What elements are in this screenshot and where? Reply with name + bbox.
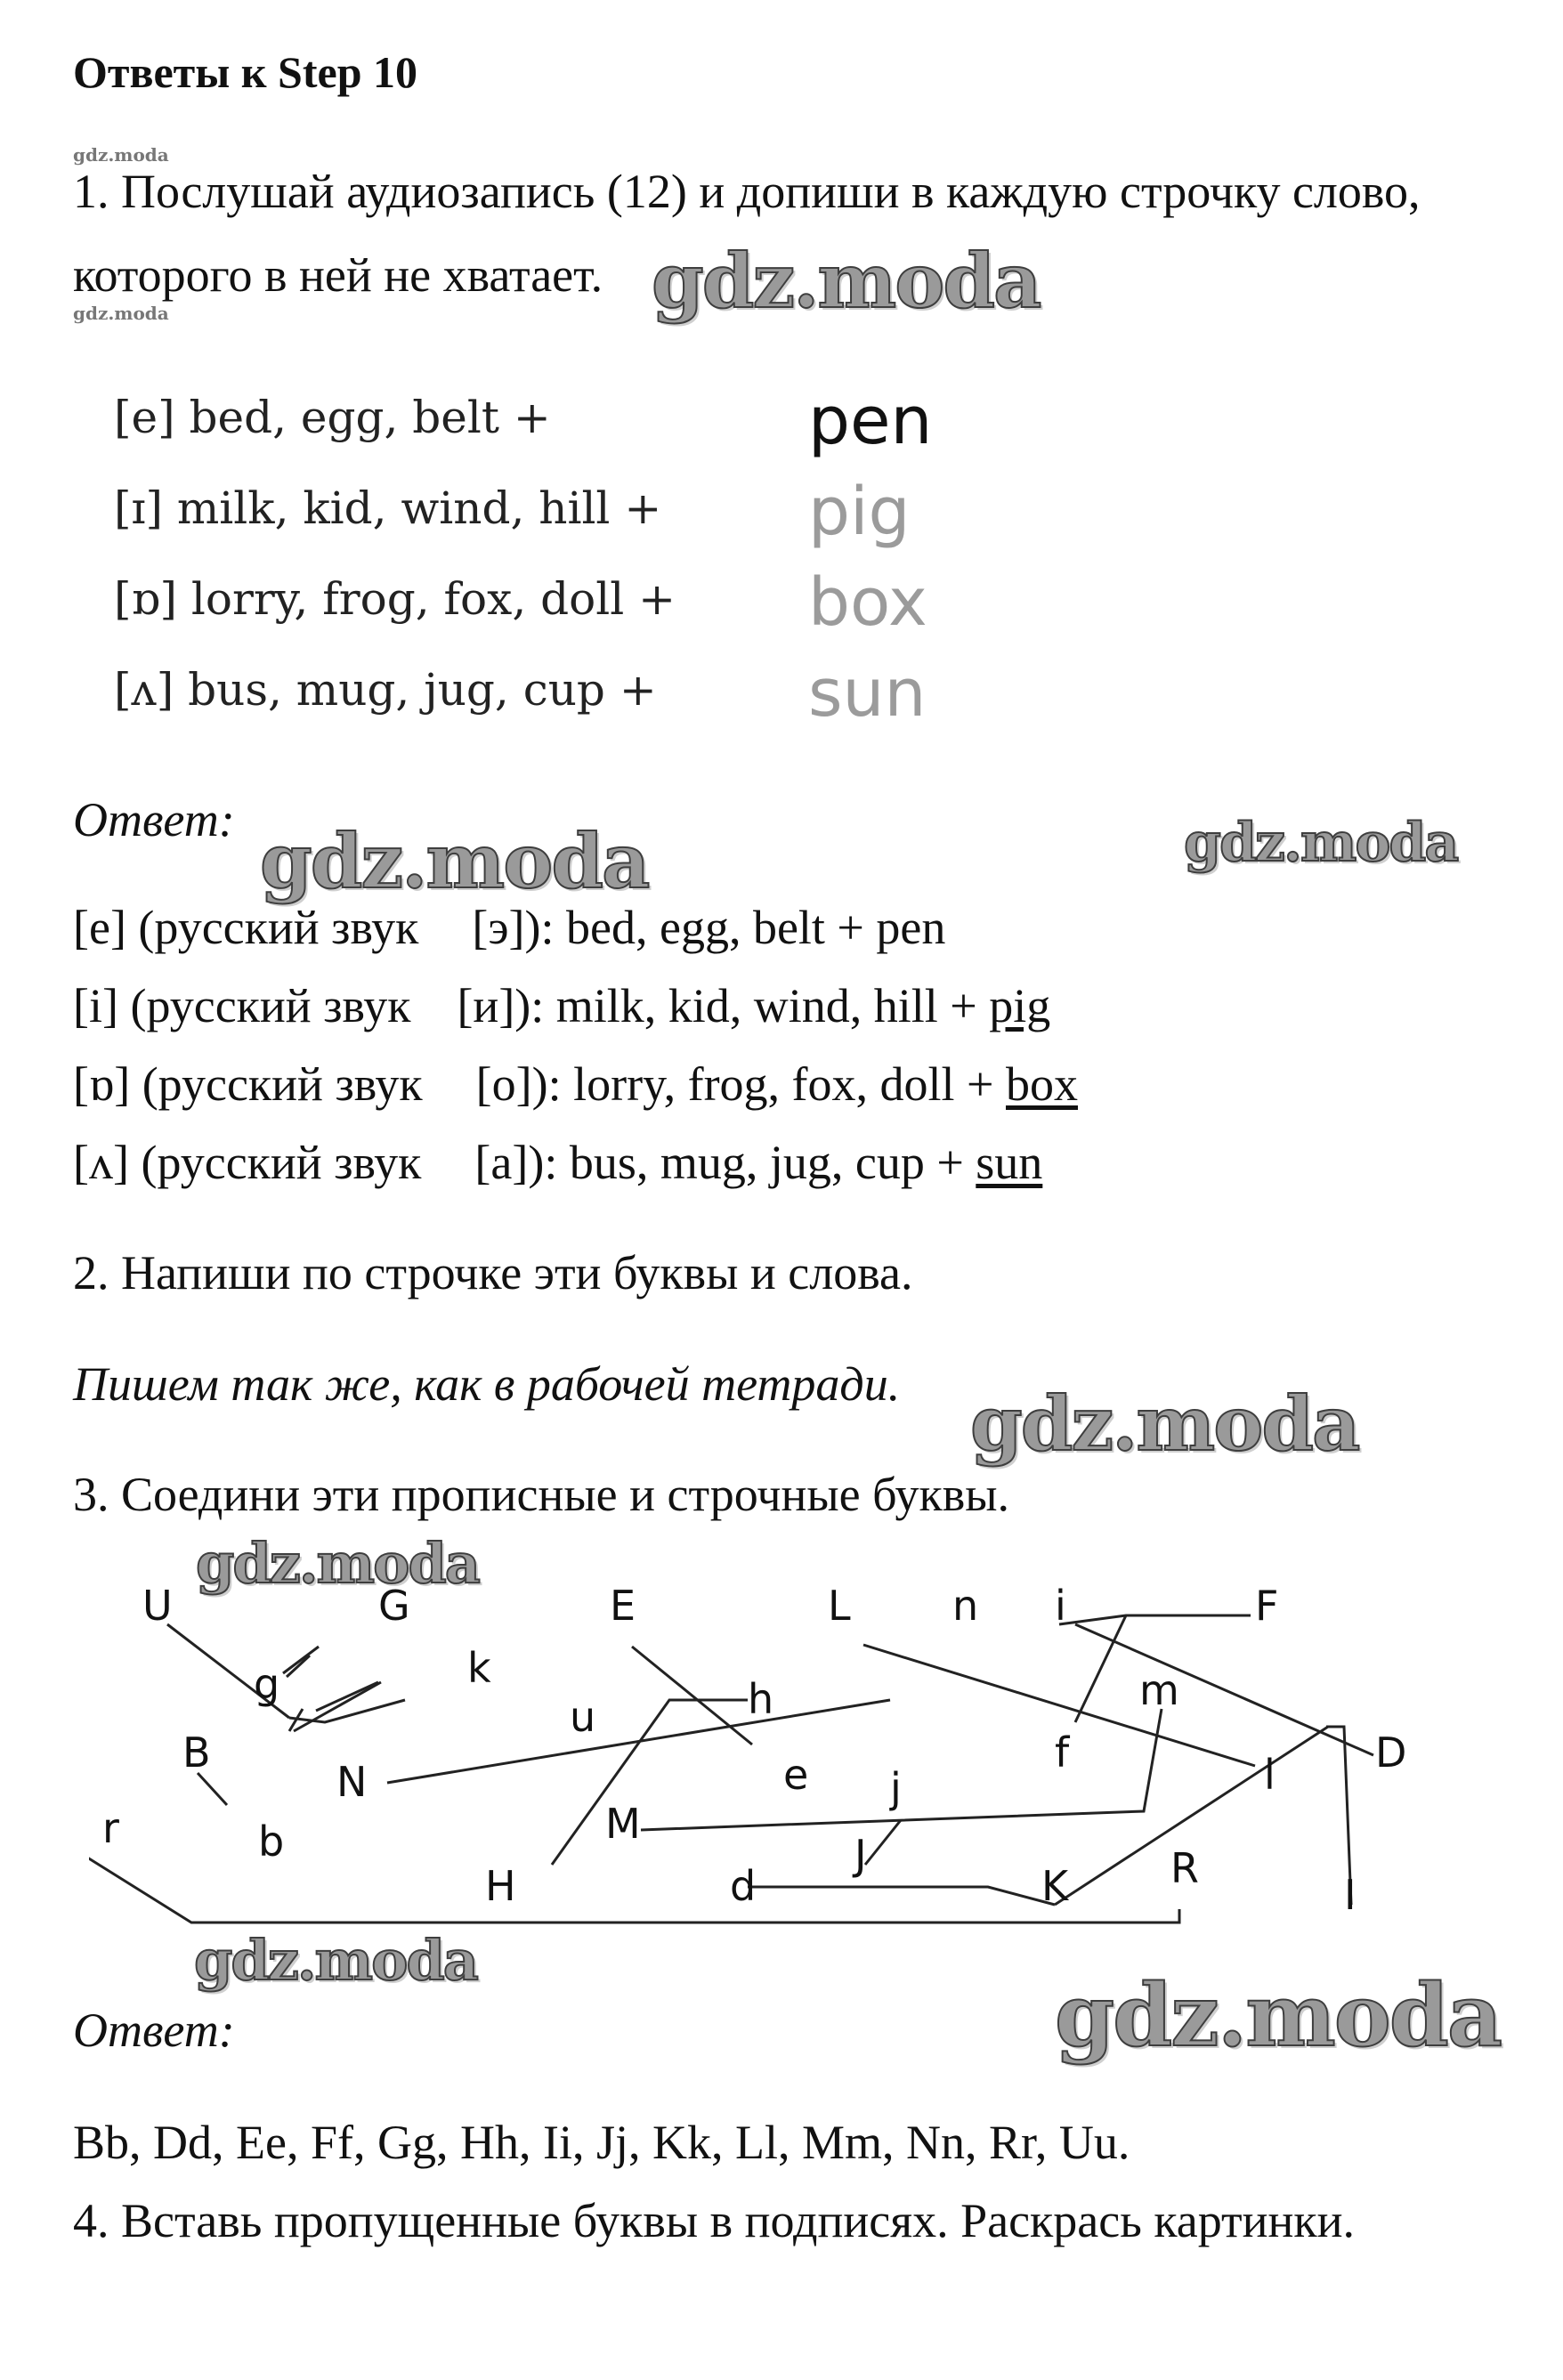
watermark-small: gdz.moda xyxy=(73,303,169,324)
letter-r: r xyxy=(102,1804,119,1852)
answer-row-prefix: [ʌ] (русский звук xyxy=(73,1136,422,1189)
task3-answer: Bb, Dd, Ee, Ff, Gg, Hh, Ii, Jj, Kk, Ll, Mm, Nn, Rr, Uu. xyxy=(73,2116,1130,2169)
scan-answer-pig: pig xyxy=(808,474,911,550)
connector-line xyxy=(289,1700,405,1722)
letter-N: N xyxy=(336,1758,368,1806)
letter-E: E xyxy=(610,1582,636,1630)
watermark-small: gdz.moda xyxy=(73,144,169,166)
scan-row-3: [ɒ] lorry, frog, fox, doll + xyxy=(114,573,676,625)
letter-g: g xyxy=(254,1660,280,1708)
letter-I: I xyxy=(1344,1871,1356,1919)
connector-line xyxy=(283,1647,319,1673)
answer-row-sound: [a]): bus, mug, jug, cup + xyxy=(474,1136,976,1189)
letter-i: i xyxy=(1055,1582,1066,1630)
task3-heading: 3. Соедини эти прописные и строчные буквы. xyxy=(73,1468,1010,1521)
letter-h: h xyxy=(748,1675,774,1723)
letter-U: U xyxy=(142,1582,173,1630)
connector-line xyxy=(294,1682,381,1731)
connector-line xyxy=(89,1856,1179,1923)
connector-line xyxy=(387,1700,890,1783)
scan-row-4: [ʌ] bus, mug, jug, cup + xyxy=(114,664,657,716)
letter-j: j xyxy=(890,1764,902,1812)
connector-line xyxy=(1075,1615,1126,1722)
letter-l: l xyxy=(1264,1751,1276,1799)
answer-row-sound: [o]): lorry, frog, fox, doll + xyxy=(475,1057,1006,1111)
scan-answer-pen: pen xyxy=(808,383,933,459)
watermark: gdz.moda xyxy=(652,237,1041,325)
connector-line xyxy=(1059,1615,1251,1624)
letter-m: m xyxy=(1139,1666,1179,1714)
answer-row-sound: [э]): bed, egg, belt + xyxy=(472,901,877,954)
watermark: gdz.moda xyxy=(1184,812,1458,874)
answer-row-word: pen xyxy=(876,901,946,954)
letter-K: K xyxy=(1041,1862,1069,1910)
watermark: gdz.moda xyxy=(1055,1965,1502,2066)
answer-row-word: pig xyxy=(989,979,1051,1032)
answer-label: Ответ: xyxy=(73,2004,235,2057)
letter-H: H xyxy=(485,1862,516,1910)
letter-B: B xyxy=(182,1728,211,1777)
letter-D: D xyxy=(1375,1728,1407,1777)
letter-L: L xyxy=(828,1582,851,1630)
page-title: Ответы к Step 10 xyxy=(73,47,418,97)
letter-M: M xyxy=(605,1800,641,1848)
answer-row-word: sun xyxy=(976,1136,1043,1189)
watermark: gdz.moda xyxy=(970,1380,1359,1468)
answer-row-1 xyxy=(73,901,946,954)
answer-row-3 xyxy=(73,1057,1078,1111)
connector-line xyxy=(748,1887,1055,1905)
answer-row-prefix: [i] (русский звук xyxy=(73,979,411,1032)
letter-u: u xyxy=(570,1693,596,1741)
connector-line xyxy=(1075,1624,1373,1755)
letter-k: k xyxy=(467,1644,491,1692)
answer-row-prefix: [e] (русский звук xyxy=(73,901,419,954)
answer-label: Ответ: xyxy=(73,793,235,846)
scan-row-1: [e] bed, egg, belt + xyxy=(114,392,551,443)
watermark: gdz.moda xyxy=(196,1531,479,1596)
letter-f: f xyxy=(1055,1728,1070,1777)
letter-J: J xyxy=(854,1831,867,1879)
task2-answer: Пишем так же, как в рабочей тетради. xyxy=(73,1357,901,1411)
letter-G: G xyxy=(378,1582,410,1630)
task2-heading: 2. Напиши по строчке эти буквы и слова. xyxy=(73,1246,913,1299)
letter-R: R xyxy=(1170,1844,1199,1892)
connector-line xyxy=(287,1655,310,1677)
watermark: gdz.moda xyxy=(194,1928,477,1993)
connector-line xyxy=(198,1773,227,1805)
watermark: gdz.moda xyxy=(260,817,649,905)
scan-answer-sun: sun xyxy=(808,655,927,732)
connector-line xyxy=(632,1647,752,1745)
letter-F: F xyxy=(1255,1582,1279,1630)
task4-heading: 4. Вставь пропущенные буквы в подписях. Раскрась картинки. xyxy=(73,2194,1356,2247)
scan-row-2: [ɪ] milk, kid, wind, hill + xyxy=(114,482,662,534)
connector-line xyxy=(865,1820,901,1865)
scan-answer-box: box xyxy=(808,564,927,641)
answer-row-4 xyxy=(73,1136,1043,1189)
task1-heading-line1: 1. Послушай аудиозапись (12) и допиши в каждую строчку слово, xyxy=(73,165,1421,218)
letter-e: e xyxy=(783,1751,809,1799)
letter-b: b xyxy=(258,1817,285,1866)
letter-matching-diagram xyxy=(89,1566,1478,1958)
task1-heading-line2: которого в ней не хватает. xyxy=(73,248,603,302)
letter-n: n xyxy=(952,1582,979,1630)
answer-row-sound: [и]): milk, kid, wind, hill + xyxy=(457,979,990,1032)
connector-line xyxy=(316,1682,378,1711)
answer-row-word: box xyxy=(1006,1057,1078,1111)
letter-d: d xyxy=(730,1862,757,1910)
answer-row-2 xyxy=(73,979,1051,1032)
answer-row-prefix: [ɒ] (русский звук xyxy=(73,1057,423,1111)
